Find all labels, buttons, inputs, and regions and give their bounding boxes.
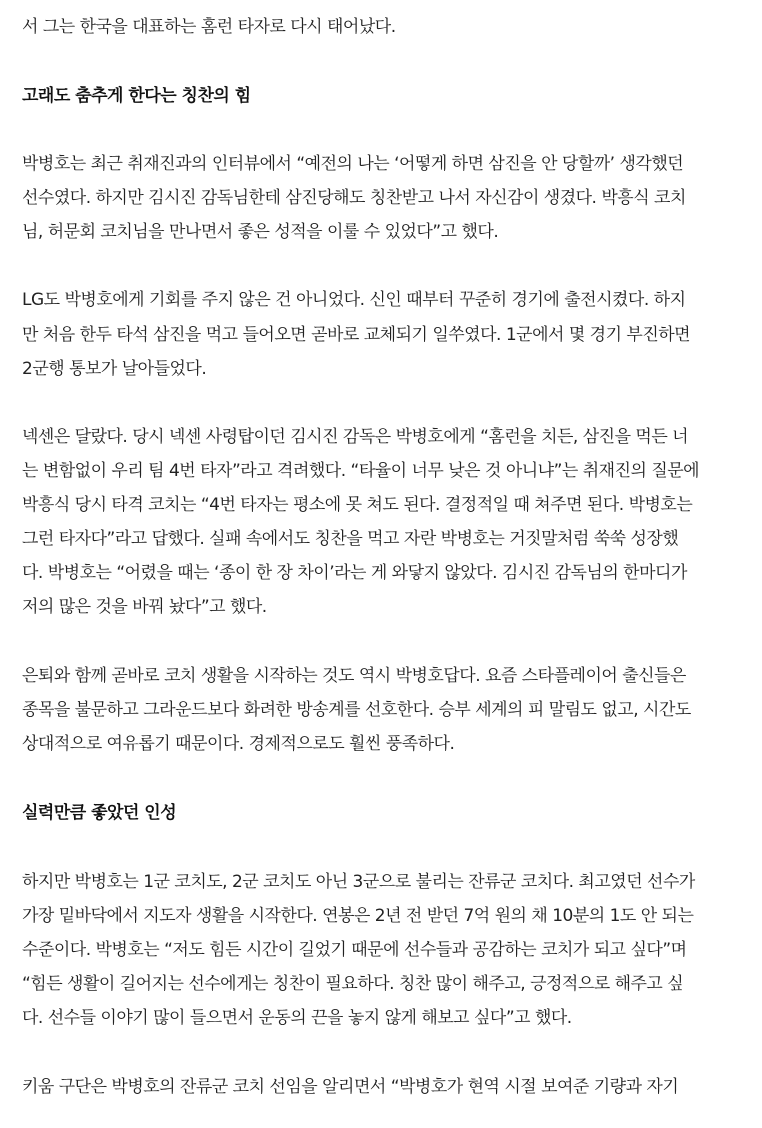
paragraph-line: 저의 많은 것을 바꿔 놨다”고 했다. (22, 597, 267, 617)
intro-tail-line: 서 그는 한국을 대표하는 홈런 타자로 다시 태어났다. (22, 17, 396, 37)
paragraph-line: 다. 선수들 이야기 많이 들으면서 운동의 끈을 놓지 않게 해보고 싶다”고 했다. (22, 1008, 572, 1028)
paragraph-line: 은퇴와 함께 곧바로 코치 생활을 시작하는 것도 역시 박병호답다. 요즘 스타플레이어 출신들은 (22, 666, 686, 686)
section-heading-character: 실력만큼 좋았던 인성 (22, 803, 177, 823)
paragraph-line: 그런 타자다”라고 답했다. 실패 속에서도 칭찬을 먹고 자란 박병호는 거짓말처럼 쑥쑥 성장했 (22, 529, 679, 549)
paragraph-line: 상대적으로 여유롭기 때문이다. 경제적으로도 훨씬 풍족하다. (22, 734, 455, 754)
paragraph-line: 박흥식 당시 타격 코치는 “4번 타자는 평소에 못 쳐도 된다. 결정적일 때 쳐주면 된다. 박병호는 (22, 495, 693, 515)
paragraph-line: LG도 박병호에게 기회를 주지 않은 건 아니었다. 신인 때부터 꾸준히 경기에 출전시켰다. 하지 (22, 290, 686, 310)
paragraph-line: 종목을 불문하고 그라운드보다 화려한 방송계를 선호한다. 승부 세계의 피 말림도 없고, 시간도 (22, 700, 691, 720)
section-heading-praise: 고래도 춤추게 한다는 칭찬의 힘 (22, 86, 251, 106)
paragraph-line: 다. 박병호는 “어렸을 때는 ‘종이 한 장 차이’라는 게 와닿지 않았다. 김시진 감독님의 한마디가 (22, 563, 687, 583)
paragraph-line: 선수였다. 하지만 김시진 감독님한테 삼진당해도 칭찬받고 나서 자신감이 생겼다. 박흥식 코치 (22, 188, 686, 208)
paragraph-line: 가장 밑바닥에서 지도자 생활을 시작한다. 연봉은 2년 전 받던 7억 원의 채 10분의 1도 안 되는 (22, 906, 694, 926)
paragraph-line: 하지만 박병호는 1군 코치도, 2군 코치도 아닌 3군으로 불리는 잔류군 코치다. 최고였던 선수가 (22, 872, 695, 892)
paragraph-line: 님, 허문회 코치님을 만나면서 좋은 성적을 이룰 수 있었다”고 했다. (22, 222, 499, 242)
paragraph-line: 넥센은 달랐다. 당시 넥센 사령탑이던 김시진 감독은 박병호에게 “홈런을 치든, 삼진을 먹든 너 (22, 427, 689, 447)
paragraph-line: “힘든 생활이 길어지는 선수에게는 칭찬이 필요하다. 칭찬 많이 해주고, 긍정적으로 해주고 싶 (22, 974, 684, 994)
paragraph-line: 키움 구단은 박병호의 잔류군 코치 선임을 알리면서 “박병호가 현역 시절 보여준 기량과 자기 (22, 1077, 679, 1097)
paragraph-line: 수준이다. 박병호는 “저도 힘든 시간이 길었기 때문에 선수들과 공감하는 코치가 되고 싶다”며 (22, 940, 687, 960)
paragraph-line: 박병호는 최근 취재진과의 인터뷰에서 “예전의 나는 ‘어떻게 하면 삼진을 안 당할까’ 생각했던 (22, 154, 684, 174)
paragraph-line: 는 변함없이 우리 팀 4번 타자”라고 격려했다. “타율이 너무 낮은 것 아니냐”는 취재진의 질문에 (22, 461, 700, 481)
paragraph-line: 만 처음 한두 타석 삼진을 먹고 들어오면 곧바로 교체되기 일쑤였다. 1군에서 몇 경기 부진하면 (22, 325, 691, 345)
paragraph-line: 2군행 통보가 날아들었다. (22, 359, 207, 379)
